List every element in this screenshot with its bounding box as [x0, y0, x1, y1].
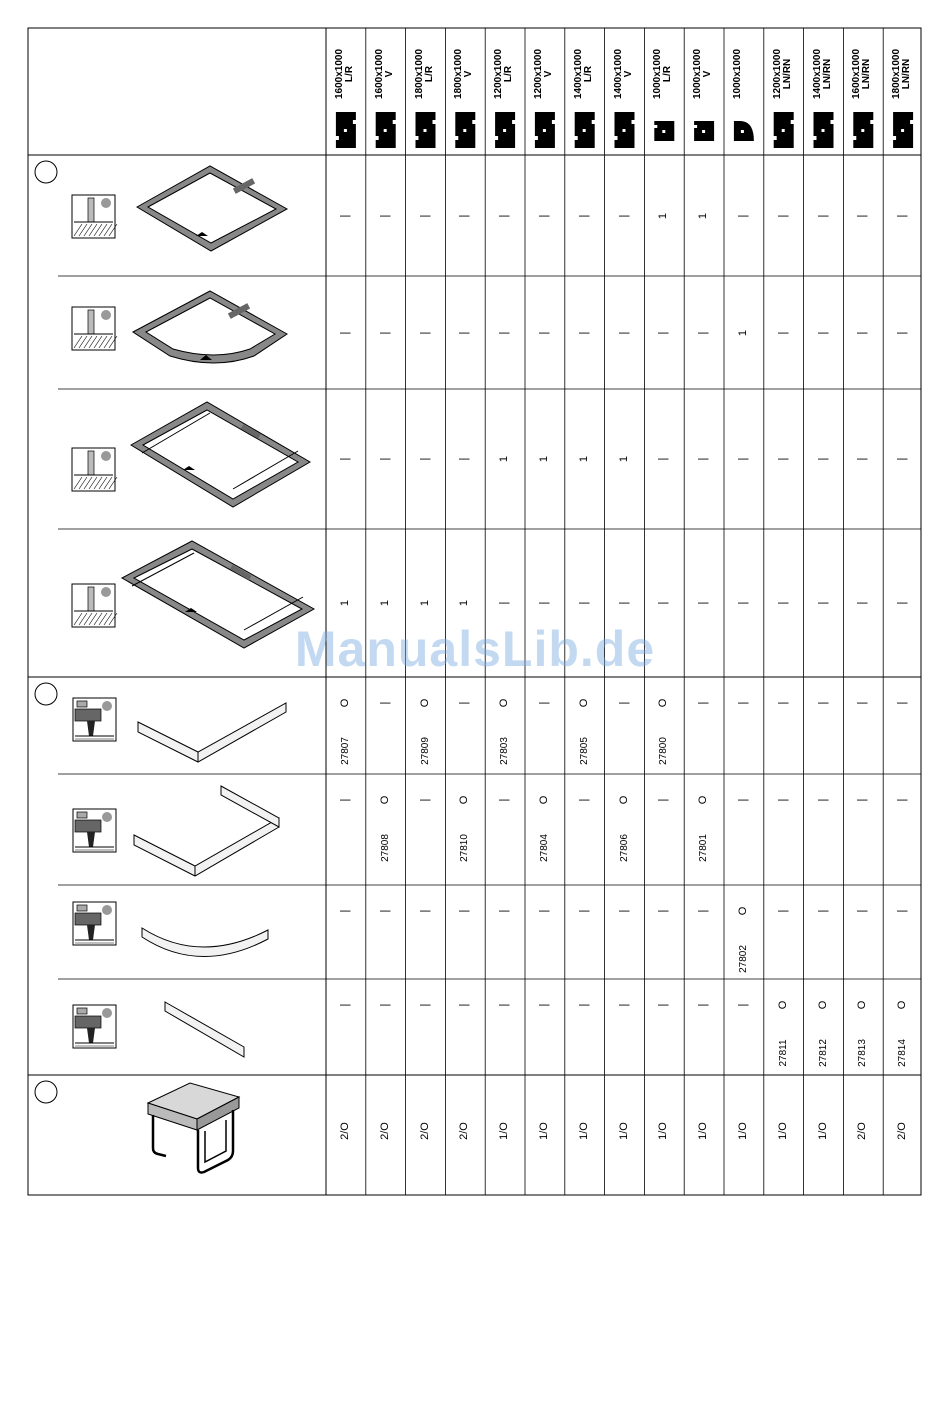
cell-mark: |	[498, 909, 511, 913]
column-header-size: 1400x1000 LN/RN	[811, 48, 833, 100]
cell-mark: |	[537, 601, 550, 605]
cell-mark: |	[498, 214, 511, 217]
cell-mark: |	[577, 601, 590, 605]
cell-mark: |	[776, 798, 789, 802]
tray-shape-icon	[615, 112, 635, 148]
cell-mark: 2/O	[378, 1122, 391, 1140]
cell-mark: |	[896, 601, 909, 605]
cell-mark: |	[418, 1003, 431, 1007]
cell-mark: |	[418, 331, 431, 334]
cell-mark: |	[378, 214, 391, 217]
section-marker-circle	[35, 683, 57, 705]
cell-mark: O	[697, 795, 710, 805]
tray-shape-icon	[734, 121, 754, 141]
cell-mark: |	[816, 331, 829, 334]
tray-shape-icon	[893, 112, 913, 148]
cell-mark: 1/O	[617, 1122, 630, 1140]
cell-mark: |	[418, 798, 431, 802]
cell-mark: |	[537, 1003, 550, 1007]
cell-mark: |	[498, 1003, 511, 1007]
cell-mark: |	[577, 331, 590, 334]
panel-curved-illustration	[142, 928, 268, 957]
section-marker-circle	[35, 161, 57, 183]
cell-mark: |	[577, 798, 590, 802]
cell-mark: |	[736, 701, 749, 705]
cell-mark: 1/O	[537, 1122, 550, 1140]
cell-mark: |	[736, 798, 749, 802]
cell-mark: 2/O	[338, 1122, 351, 1140]
cell-mark: |	[338, 1003, 351, 1007]
cell-mark: |	[458, 331, 471, 334]
cell-mark: |	[338, 214, 351, 217]
cell-mark: |	[697, 331, 710, 334]
column-header-size: 1000x1000 V	[692, 48, 714, 100]
cell-mark: O	[657, 698, 670, 708]
column-header-size: 1600x1000 L/R	[333, 48, 355, 100]
cell-mark: |	[697, 601, 710, 605]
cell-mark: |	[617, 909, 630, 913]
cell-mark: |	[418, 214, 431, 217]
cell-mark: |	[657, 457, 670, 461]
cell-mark: 2/O	[896, 1122, 909, 1140]
cell-mark: |	[736, 214, 749, 217]
cell-mark: |	[776, 601, 789, 605]
cell-mark: |	[856, 214, 869, 217]
cell-mark: |	[816, 214, 829, 217]
cell-mark: |	[896, 798, 909, 802]
cell-mark: |	[617, 331, 630, 334]
article-number: 27814	[897, 1039, 909, 1067]
panel-straight-illustration	[165, 1002, 244, 1057]
cell-mark: |	[736, 457, 749, 461]
cell-mark: |	[816, 701, 829, 705]
column-header-size: 1000x1000 L/R	[652, 48, 674, 100]
cell-mark: |	[776, 457, 789, 461]
column-header-size: 1800x1000 LN/RN	[891, 48, 913, 100]
cell-mark: 2/O	[418, 1122, 431, 1140]
panel-corner-illustration	[138, 703, 286, 762]
column-header-size: 1600x1000 LN/RN	[851, 48, 873, 100]
cell-mark: |	[458, 214, 471, 217]
cell-mark: |	[378, 331, 391, 334]
cell-mark: O	[338, 698, 351, 708]
cell-mark: |	[657, 331, 670, 334]
cell-mark: |	[577, 909, 590, 913]
cell-mark: 1/O	[498, 1122, 511, 1140]
cell-mark: |	[896, 909, 909, 913]
wall-detail-icon	[72, 448, 117, 491]
article-number: 27810	[459, 834, 471, 862]
cell-mark: 2/O	[856, 1122, 869, 1140]
cell-mark: |	[816, 798, 829, 802]
column-header-size: 1200x1000 LN/RN	[771, 48, 793, 100]
cell-mark: |	[498, 331, 511, 334]
cell-mark: O	[856, 1000, 869, 1010]
cell-mark: |	[577, 214, 590, 217]
article-number: 27801	[698, 834, 710, 862]
article-number: 27806	[618, 834, 630, 862]
cell-mark: |	[816, 909, 829, 913]
wall-detail-icon	[72, 307, 117, 350]
article-number: 27803	[499, 737, 511, 765]
cell-mark: O	[617, 795, 630, 805]
cell-mark: 1	[577, 455, 590, 463]
cell-mark: |	[577, 1003, 590, 1007]
cell-mark: |	[458, 909, 471, 913]
cell-mark: |	[896, 457, 909, 461]
column-header-size: 1000x1000	[731, 48, 743, 100]
article-number: 27804	[538, 834, 550, 862]
column-header-size: 1200x1000 V	[532, 48, 554, 100]
column-header-size: 1400x1000 V	[612, 48, 634, 100]
cell-mark: |	[856, 909, 869, 913]
article-number: 27805	[578, 737, 590, 765]
tray-shape-icon	[774, 112, 794, 148]
cell-mark: 1/O	[657, 1122, 670, 1140]
wall-detail-icon	[73, 698, 116, 741]
cell-mark: O	[816, 1000, 829, 1010]
panel-u-illustration	[134, 786, 279, 876]
cell-mark: |	[338, 331, 351, 334]
cell-mark: |	[338, 909, 351, 913]
cell-mark: |	[657, 1003, 670, 1007]
cell-mark: |	[617, 1003, 630, 1007]
article-number: 27812	[817, 1039, 829, 1067]
article-number: 27811	[777, 1039, 789, 1067]
cell-mark: |	[856, 701, 869, 705]
cell-mark: |	[896, 701, 909, 705]
cell-mark: |	[458, 457, 471, 461]
cell-mark: |	[697, 701, 710, 705]
cell-mark: 1/O	[776, 1122, 789, 1140]
cell-mark: O	[498, 698, 511, 708]
cell-mark: |	[617, 214, 630, 217]
cell-mark: |	[697, 457, 710, 461]
section-marker-circle	[35, 1081, 57, 1103]
tray-shape-icon	[654, 121, 674, 141]
cell-mark: |	[378, 909, 391, 913]
frame-quarter-illustration	[133, 291, 287, 363]
cell-mark: 1	[378, 599, 391, 607]
cell-mark: |	[856, 457, 869, 461]
tray-shape-icon	[853, 112, 873, 148]
cell-mark: |	[776, 214, 789, 217]
cell-mark: |	[458, 1003, 471, 1007]
cell-mark: |	[498, 798, 511, 802]
cell-mark: O	[418, 698, 431, 708]
cell-mark: |	[378, 701, 391, 705]
tray-shape-icon	[495, 112, 515, 148]
cell-mark: O	[896, 1000, 909, 1010]
wall-detail-icon	[72, 195, 117, 238]
cell-mark: |	[537, 701, 550, 705]
column-header-size: 1400x1000 L/R	[572, 48, 594, 100]
tray-shape-icon	[416, 112, 436, 148]
seat-illustration	[148, 1083, 239, 1173]
cell-mark: O	[736, 906, 749, 916]
tray-shape-icon	[575, 112, 595, 148]
cell-mark: |	[378, 457, 391, 461]
cell-mark: |	[657, 601, 670, 605]
cell-mark: |	[856, 331, 869, 334]
cell-mark: 2/O	[458, 1122, 471, 1140]
cell-mark: |	[776, 701, 789, 705]
cell-mark: |	[697, 1003, 710, 1007]
tray-shape-icon	[694, 121, 714, 141]
cell-mark: |	[736, 1003, 749, 1007]
cell-mark: |	[418, 457, 431, 461]
frame-rect-medium-illustration	[131, 402, 310, 507]
cell-mark: 1	[458, 599, 471, 607]
tray-shape-icon	[336, 112, 356, 148]
article-number: 27807	[339, 737, 351, 765]
cell-mark: 1	[537, 455, 550, 463]
cell-mark: O	[776, 1000, 789, 1010]
cell-mark: 1/O	[697, 1122, 710, 1140]
wall-detail-icon	[73, 809, 116, 852]
column-header-size: 1200x1000 L/R	[493, 48, 515, 100]
cell-mark: |	[657, 798, 670, 802]
tray-shape-icon	[814, 112, 834, 148]
column-header-size: 1800x1000 L/R	[413, 48, 435, 100]
cell-mark: |	[856, 601, 869, 605]
cell-mark: |	[776, 909, 789, 913]
cell-mark: 1	[657, 212, 670, 219]
cell-mark: |	[338, 457, 351, 461]
cell-mark: |	[458, 701, 471, 705]
cell-mark: |	[736, 601, 749, 605]
cell-mark: 1	[736, 329, 749, 336]
cell-mark: 1/O	[577, 1122, 590, 1140]
cell-mark: |	[617, 701, 630, 705]
tray-shape-icon	[376, 112, 396, 148]
cell-mark: O	[537, 795, 550, 805]
cell-mark: |	[816, 457, 829, 461]
cell-mark: |	[856, 798, 869, 802]
tray-shape-icon	[455, 112, 475, 148]
cell-mark: |	[338, 798, 351, 802]
article-number: 27813	[857, 1039, 869, 1067]
frame-square-illustration	[137, 166, 287, 251]
article-number: 27809	[419, 737, 431, 765]
cell-mark: O	[458, 795, 471, 805]
cell-mark: |	[776, 331, 789, 334]
cell-mark: 1	[617, 455, 630, 463]
cell-mark: 1/O	[816, 1122, 829, 1140]
cell-mark: O	[577, 698, 590, 708]
cell-mark: |	[378, 1003, 391, 1007]
cell-mark: 1	[418, 599, 431, 607]
cell-mark: |	[896, 331, 909, 334]
wall-detail-icon	[73, 902, 116, 945]
cell-mark: 1	[498, 455, 511, 463]
cell-mark: |	[498, 601, 511, 605]
tray-shape-icon	[535, 112, 555, 148]
wall-detail-icon	[73, 1005, 116, 1048]
cell-mark: |	[697, 909, 710, 913]
cell-mark: 1	[697, 212, 710, 219]
column-header-size: 1800x1000 V	[453, 48, 475, 100]
cell-mark: |	[418, 909, 431, 913]
watermark: ManualsLib.de	[294, 621, 656, 677]
article-number: 27808	[379, 834, 391, 862]
cell-mark: O	[378, 795, 391, 805]
article-number: 27800	[658, 737, 670, 765]
cell-mark: |	[617, 601, 630, 605]
cell-mark: |	[816, 601, 829, 605]
cell-mark: 1/O	[736, 1122, 749, 1140]
cell-mark: |	[537, 331, 550, 334]
cell-mark: |	[537, 909, 550, 913]
cell-mark: 1	[338, 599, 351, 607]
cell-mark: |	[537, 214, 550, 217]
column-header-size: 1600x1000 V	[373, 48, 395, 100]
article-number: 27802	[737, 945, 749, 973]
cell-mark: |	[896, 214, 909, 217]
cell-mark: |	[657, 909, 670, 913]
